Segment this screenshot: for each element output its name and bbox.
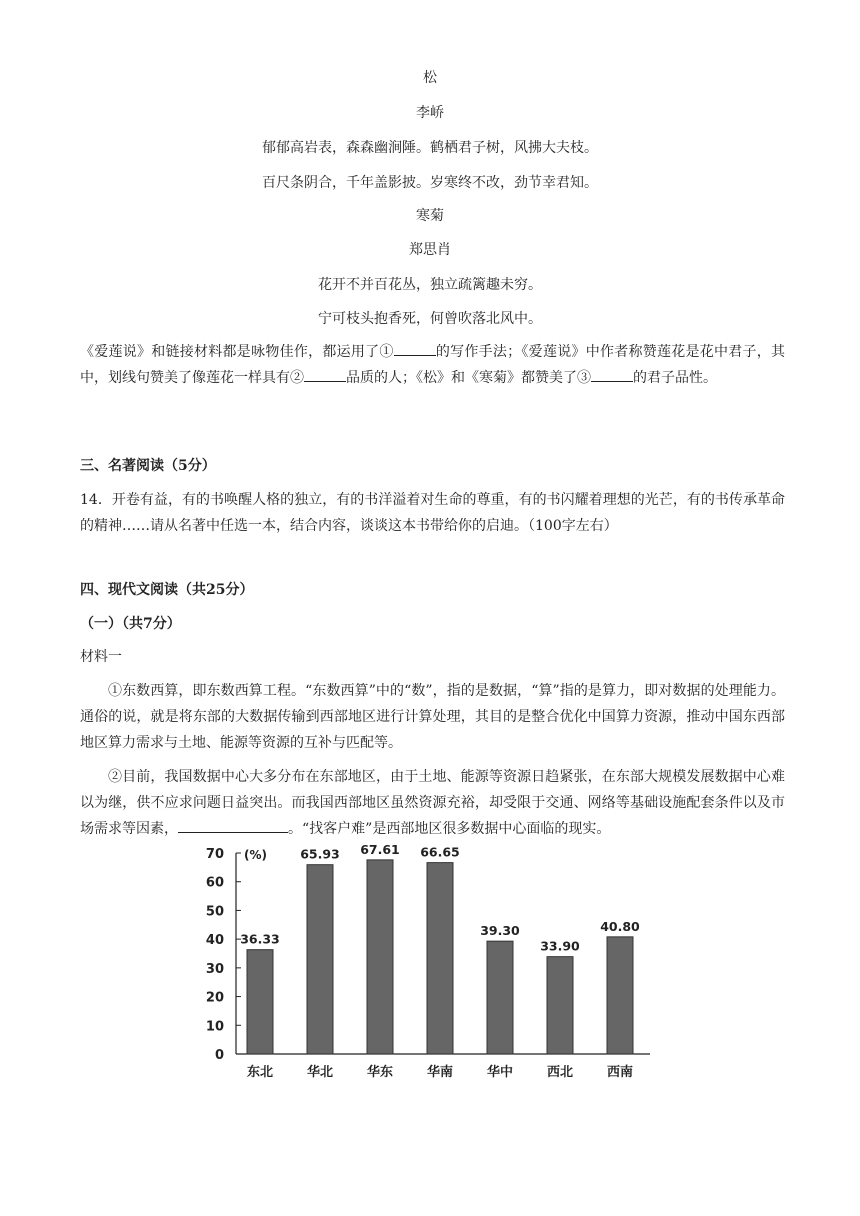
poem2-title: 寒菊 <box>416 208 444 224</box>
paragraph-2-text-a: ②目前，我国数据中心大多分布在东部地区，由于土地、能源等资源日趋紧张，在东部大规模发展数据中心难以为继，供不应求问题日益突出。而我国西部地区虽然资源充裕，却受限于交通、网络等基础设施配套条件以及市场需求等因素， <box>80 769 785 837</box>
paragraph-2-text-b: 。“找客户难”是西部地区很多数据中心面临的现实。 <box>288 821 611 837</box>
y-tick-label: 40 <box>205 933 224 949</box>
y-tick-label: 60 <box>205 875 224 891</box>
bar-东北 <box>247 950 273 1054</box>
poem1-title: 松 <box>423 70 437 86</box>
question-13 <box>80 339 785 391</box>
y-tick-label: 20 <box>205 990 224 1006</box>
bar-华东 <box>367 860 393 1054</box>
x-category-label: 西北 <box>546 1065 574 1080</box>
paragraph-1: ①东数西算，即东数西算工程。“东数西算”中的“数”，指的是数据，“算”指的是算力，即对数据的处理能力。通俗的说，就是将东部的大数据传输到西部地区进行计算处理，其目的是整合优化中国算力资源，推动中国东西部地区算力需求与土地、能源等资源的互补与匹配等。 <box>80 683 785 751</box>
material-label: 材料一 <box>80 649 122 665</box>
blank-3[interactable] <box>591 367 633 382</box>
q13-text-4: 的君子品性。 <box>633 370 717 386</box>
x-category-label: 华北 <box>306 1065 334 1080</box>
blank-2[interactable] <box>304 367 346 382</box>
poem2-author: 郑思肖 <box>409 242 451 258</box>
y-tick-label: 50 <box>205 904 224 920</box>
y-tick-label: 0 <box>214 1048 224 1063</box>
bar-value-label: 66.65 <box>420 844 460 860</box>
question-14: 14．开卷有益，有的书唤醒人格的独立，有的书洋溢着对生命的尊重，有的书闪耀着理想的光芒，有的书传承革命的精神……请从名著中任选一本，结合内容，谈谈这本书带给你的启迪。（100字左右） <box>80 492 785 534</box>
poem1-line-2: 百尺条阴合，千年盖影披。岁寒终不改，劲节幸君知。 <box>262 175 598 191</box>
x-category-label: 西南 <box>606 1065 634 1080</box>
bar-value-label: 67.61 <box>360 841 400 857</box>
bar-华南 <box>427 863 453 1054</box>
bar-value-label: 33.90 <box>540 938 580 954</box>
x-category-label: 东北 <box>246 1065 274 1080</box>
paragraph-2-blank[interactable] <box>178 818 288 833</box>
y-tick-label: 70 <box>205 847 224 862</box>
bar-西北 <box>547 957 573 1054</box>
section-3-heading: 三、名著阅读（5分） <box>80 458 216 474</box>
bar-西南 <box>607 937 633 1054</box>
q13-text-1: 《爱莲说》和链接材料都是咏物佳作，都运用了 <box>80 344 380 360</box>
poem2-line-1: 花开不并百花丛，独立疏篱趣未穷。 <box>318 277 542 293</box>
x-category-label: 华东 <box>366 1065 394 1080</box>
section-4-heading: 四、现代文阅读（共25分） <box>80 582 254 598</box>
bar-华北 <box>307 865 333 1054</box>
bar-chart <box>0 840 860 1100</box>
q13-text-2: 的写作手法；《爱莲说》中作者称赞莲花是花中君子，其中，划线句赞美了像莲花一样具有 <box>80 344 786 386</box>
poem2-line-2: 宁可枝头抱香死，何曾吹落北风中。 <box>318 311 542 327</box>
poem1-line-1: 郁郁高岩表，森森幽涧陲。鹤栖君子树，风拂大夫枝。 <box>262 140 598 156</box>
poem1-author: 李峤 <box>416 105 444 121</box>
q13-text-3: 品质的人；《松》和《寒菊》都赞美了 <box>346 370 577 386</box>
x-category-label: 华南 <box>426 1065 454 1080</box>
bar-value-label: 39.30 <box>480 923 520 939</box>
bar-华中 <box>487 941 513 1054</box>
blank-1[interactable] <box>394 341 436 356</box>
y-tick-label: 30 <box>205 961 224 977</box>
blank-1-marker: ① <box>379 344 394 360</box>
blank-3-marker: ③ <box>577 370 591 386</box>
blank-2-marker: ② <box>290 370 304 386</box>
x-category-label: 华中 <box>486 1065 514 1080</box>
paragraph-2 <box>80 764 785 842</box>
bar-value-label: 65.93 <box>300 846 340 862</box>
bar-value-label: 40.80 <box>600 918 640 934</box>
subsection-heading: （一）（共7分） <box>80 616 181 632</box>
y-tick-label: 10 <box>205 1019 224 1035</box>
y-unit-label: (%) <box>244 848 267 862</box>
bar-value-label: 36.33 <box>240 931 280 947</box>
